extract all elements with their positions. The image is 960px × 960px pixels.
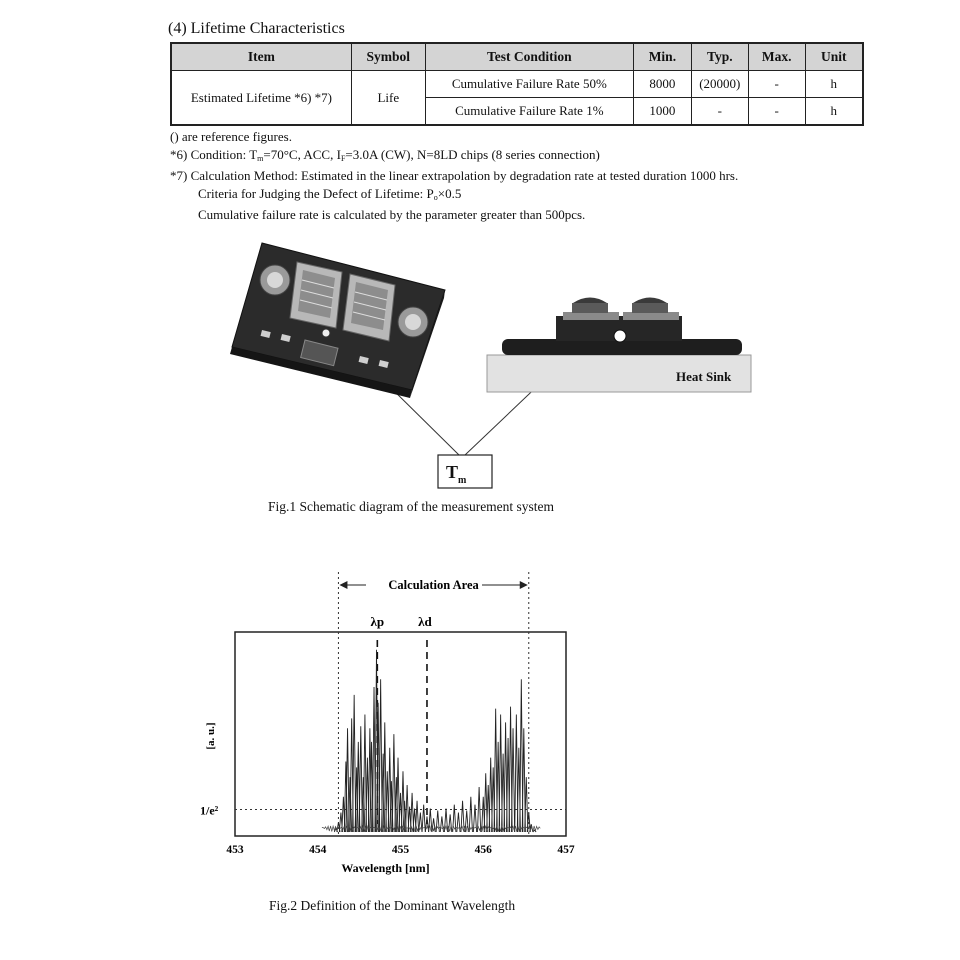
header-symbol: Symbol bbox=[351, 43, 425, 71]
note-7: *7) Calculation Method: Estimated in the linear extrapolation by degradation rate at tested duration 1000 hrs. bbox=[170, 168, 739, 183]
x-axis-label: Wavelength [nm] bbox=[341, 861, 430, 875]
ld-package-image bbox=[230, 243, 445, 398]
cell-item: Estimated Lifetime *6) *7) bbox=[171, 71, 351, 126]
tm-main: T bbox=[446, 462, 459, 482]
calc-area-arrowhead-left bbox=[339, 581, 347, 589]
spectrum-peak bbox=[478, 787, 481, 832]
cell-max: - bbox=[748, 98, 805, 126]
calc-area-arrowhead-right bbox=[520, 581, 528, 589]
x-tick-label: 455 bbox=[391, 844, 410, 856]
criteria-part-b: ×0.5 bbox=[437, 185, 462, 201]
x-tick-label: 457 bbox=[557, 844, 575, 856]
note-cumulative: Cumulative failure rate is calculated by the parameter greater than 500pcs. bbox=[198, 207, 586, 222]
spectrum-peak bbox=[440, 816, 443, 832]
x-tick-label: 454 bbox=[309, 844, 327, 856]
header-item: Item bbox=[171, 43, 351, 71]
cell-typ: (20000) bbox=[691, 71, 748, 98]
spectrum-peak bbox=[401, 771, 404, 832]
tm-sub: m bbox=[458, 475, 467, 486]
cell-min: 1000 bbox=[633, 98, 691, 126]
header-typ: Typ. bbox=[691, 43, 748, 71]
threshold-label: 1/e² bbox=[200, 803, 219, 818]
cell-symbol: Life bbox=[351, 71, 425, 126]
note-6-part-a: *6) Condition: T bbox=[170, 146, 258, 162]
spectrum-peak bbox=[457, 812, 460, 832]
criteria-sub: o bbox=[433, 192, 438, 202]
calc-area-label: Calculation Area bbox=[388, 578, 479, 592]
header-unit: Unit bbox=[805, 43, 863, 71]
criteria-part-a: Criteria for Judging the Defect of Lifetime: P bbox=[198, 185, 434, 201]
fig2-caption: Fig.2 Definition of the Dominant Wavelength bbox=[269, 898, 516, 913]
note-6-part-c: =3.0A (CW), N=8LD chips (8 series connection) bbox=[345, 146, 600, 162]
cell-unit: h bbox=[805, 71, 863, 98]
fig2-chart bbox=[0, 560, 960, 890]
cell-max: - bbox=[748, 71, 805, 98]
note-6-part-b: =70°C, ACC, I bbox=[263, 146, 341, 162]
lambda-d-label: λd bbox=[418, 614, 432, 629]
x-tick-label: 456 bbox=[474, 844, 492, 856]
header-test-condition: Test Condition bbox=[425, 43, 633, 71]
spectrum-peak bbox=[511, 728, 514, 832]
lambda-p-label: λp bbox=[370, 614, 385, 629]
note-6-sub-m: m bbox=[257, 153, 264, 163]
cell-condition: Cumulative Failure Rate 50% bbox=[425, 71, 633, 98]
note-6-sub-f: F bbox=[340, 153, 346, 163]
cell-typ: - bbox=[691, 98, 748, 126]
y-axis-label: [a. u.] bbox=[205, 722, 217, 750]
section-title: (4) Lifetime Characteristics bbox=[168, 20, 345, 37]
fig1-caption: Fig.1 Schematic diagram of the measurement system bbox=[268, 499, 555, 514]
cell-min: 8000 bbox=[633, 71, 691, 98]
header-max: Max. bbox=[748, 43, 805, 71]
note-reference: () are reference figures. bbox=[170, 129, 292, 144]
cell-unit: h bbox=[805, 98, 863, 126]
cell-condition: Cumulative Failure Rate 1% bbox=[425, 98, 633, 126]
heat-sink-label: Heat Sink bbox=[676, 369, 732, 384]
header-min: Min. bbox=[633, 43, 691, 71]
x-tick-label: 453 bbox=[226, 844, 244, 856]
